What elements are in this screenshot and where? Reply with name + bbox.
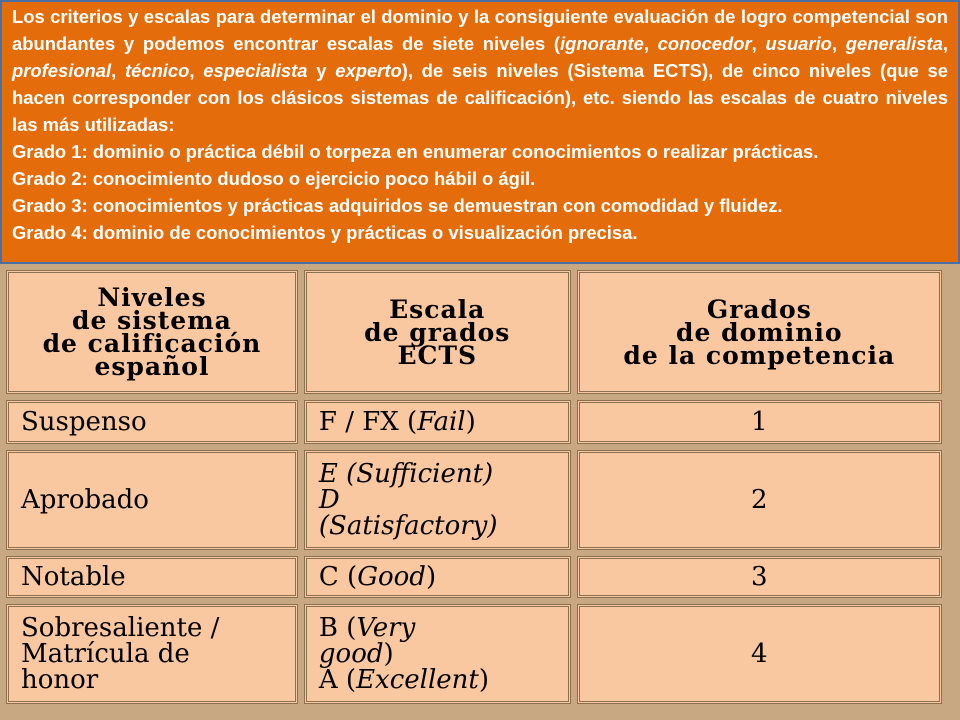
grading-table-frame [0, 264, 960, 720]
cell-ects [304, 604, 571, 704]
level-ignorante: ignorante [560, 33, 644, 54]
cell-ects [304, 450, 571, 550]
grade-line-3: Grado 3: conocimientos y prácticas adquiridos se demuestran con comodidad y fluidez. [12, 195, 783, 216]
cell-line: (Satisfactory) [318, 511, 498, 541]
cell-line: D [318, 485, 340, 515]
table-row [6, 450, 942, 550]
grade-line-4: Grado 4: dominio de conocimientos y prácticas o visualización precisa. [12, 222, 638, 243]
cell-line: Suspenso [21, 407, 147, 437]
ects-label: good [318, 639, 384, 669]
ects-code: F / FX ( [318, 407, 418, 437]
header-line: Escala [389, 294, 486, 324]
ects-code: C ( [318, 562, 358, 592]
ects-label: Very [356, 613, 416, 643]
header-line: Niveles [97, 283, 207, 312]
cell-line [319, 564, 556, 590]
cell-nivel [6, 450, 298, 550]
level-generalista: generalista [845, 33, 943, 54]
level-profesional: profesional [12, 60, 112, 81]
grade-line-2: Grado 2: conocimiento dudoso o ejercicio poco hábil o ágil. [12, 168, 536, 189]
cell-line [319, 641, 556, 667]
grading-table [0, 264, 948, 710]
cell-ects [304, 556, 571, 598]
cell-nivel [6, 604, 298, 704]
header-line: de sistema [72, 306, 232, 335]
intro-panel [0, 0, 960, 264]
grade-line-1: Grado 1: dominio o práctica débil o torpeza en enumerar conocimientos o realizar prácticas. [12, 141, 819, 162]
header-line: de grados [364, 317, 511, 347]
cell-grado: 4 [577, 604, 942, 704]
ects-close: ) [383, 639, 394, 669]
cell-line: Aprobado [21, 485, 149, 515]
cell-line: Sobresaliente / [21, 613, 220, 643]
cell-nivel [6, 556, 298, 598]
header-line: ECTS [397, 340, 478, 370]
intro-text-a: Los criterios y escalas para determinar el dominio y la consiguiente evaluación de logro competencial son abundantes y podemos encontrar escalas de siete niveles ( [12, 6, 948, 54]
cell-ects [304, 400, 571, 444]
ects-close: ) [478, 665, 490, 695]
level-tecnico: técnico [124, 60, 190, 81]
ects-label: Fail [417, 407, 466, 437]
table-row [6, 604, 942, 704]
cell-line: Matrícula de [21, 639, 190, 669]
table-row [6, 400, 942, 444]
ects-label: Good [357, 562, 426, 592]
header-line: de la competencia [623, 340, 896, 370]
header-line: español [94, 352, 210, 381]
level-conocedor: conocedor [657, 33, 752, 54]
cell-grado: 3 [577, 556, 942, 598]
intro-text-b: ), de seis niveles (Sistema ECTS), de cinco niveles (que se hacen corresponder con los clásicos sistemas de calificación), etc. siendo las escalas de cuatro niveles las más utilizadas: [12, 60, 948, 135]
intro-paragraph: Los criterios y escalas para determinar el dominio y la consiguiente evaluación de logro competencial son abundantes y podemos encontrar escalas de siete niveles (ignorante, conocedor, usuario, generalista, profesional, técnico, especialista y experto), de seis niveles (Sistema ECTS), de cinco niveles (que se hacen corresponder con los clásicos sistemas de calificación), etc. siendo las escalas de cuatro niveles las más utilizadas: [12, 6, 948, 135]
table-header-row [6, 270, 942, 394]
level-especialista: especialista [203, 60, 308, 81]
header-escala-ects [304, 270, 571, 394]
cell-nivel [6, 400, 298, 444]
level-usuario: usuario [765, 33, 832, 54]
ects-code: B ( [318, 613, 357, 643]
ects-label: Excellent [356, 665, 479, 695]
header-line: Grados [706, 294, 812, 324]
cell-line: E (Sufficient) [318, 459, 494, 489]
cell-line [319, 409, 556, 435]
table-row [6, 556, 942, 598]
cell-line [319, 615, 556, 641]
cell-grado: 2 [577, 450, 942, 550]
cell-line: Notable [21, 562, 126, 592]
ects-code: A ( [318, 665, 357, 695]
header-line: de calificación [42, 329, 262, 358]
level-experto: experto [335, 60, 402, 81]
ects-close: ) [425, 562, 437, 592]
cell-line: honor [21, 665, 99, 695]
header-grados-dominio [577, 270, 942, 394]
header-line: de dominio [676, 317, 843, 347]
header-niveles [6, 270, 298, 394]
cell-line [319, 667, 556, 693]
cell-grado: 1 [577, 400, 942, 444]
ects-close: ) [465, 407, 476, 437]
intro-conjunction: y [316, 60, 327, 81]
